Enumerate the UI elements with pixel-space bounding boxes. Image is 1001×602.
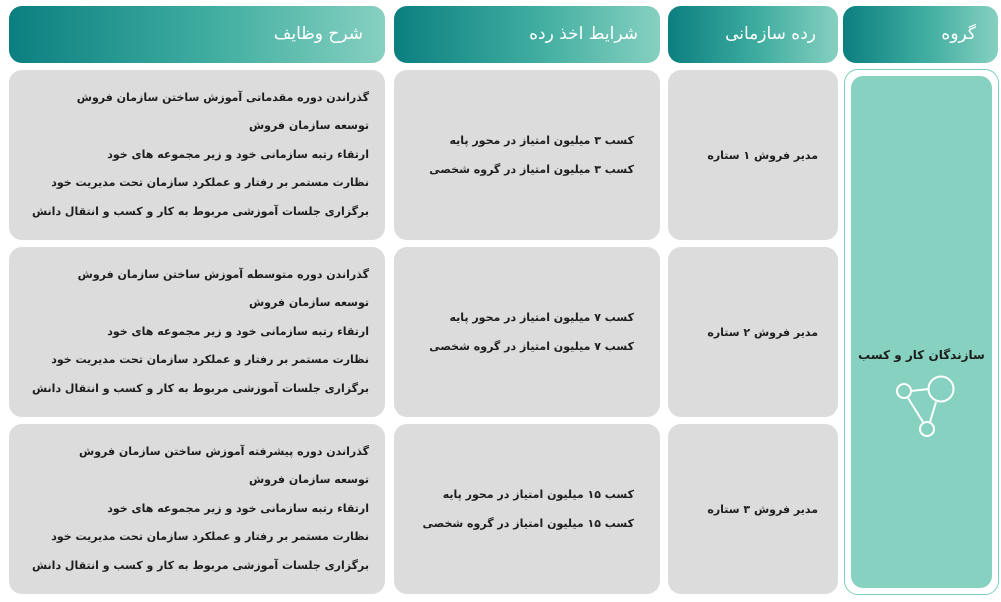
rank-label: مدیر فروش ۲ ستاره xyxy=(707,325,818,339)
rank-label: مدیر فروش ۱ ستاره xyxy=(707,148,818,162)
duty-line: توسعه سازمان فروش xyxy=(248,296,369,310)
condition-line: کسب ۱۵ میلیون امتیاز در گروه شخصی xyxy=(422,517,634,530)
duty-line: ارتقاء رتبه سازمانی خود و زیر مجموعه های خود xyxy=(107,324,369,338)
rank-cell-3 xyxy=(668,424,838,594)
condition-line: کسب ۳ میلیون امتیاز در محور پایه xyxy=(449,134,634,147)
condition-line: کسب ۷ میلیون امتیاز در محور پایه xyxy=(449,311,634,324)
duty-line: برگزاری جلسات آموزشی مربوط به کار و کسب و انتقال دانش xyxy=(32,558,369,572)
condition-line: کسب ۳ میلیون امتیاز در گروه شخصی xyxy=(429,163,634,176)
duty-line: گذراندن دوره مقدماتی آموزش ساختن سازمان فروش xyxy=(76,90,369,104)
rank-cell-2 xyxy=(668,247,838,417)
duty-line: برگزاری جلسات آموزشی مربوط به کار و کسب و انتقال دانش xyxy=(32,381,369,395)
duty-line: گذراندن دوره متوسطه آموزش ساختن سازمان فروش xyxy=(77,267,369,281)
conditions-cell-1 xyxy=(394,70,660,240)
duty-line: نظارت مستمر بر رفتار و عملکرد سازمان تحت مدیریت خود xyxy=(51,176,369,190)
conditions-cell-3 xyxy=(394,424,660,594)
duty-line: برگزاری جلسات آموزشی مربوط به کار و کسب و انتقال دانش xyxy=(32,204,369,218)
header-rank: رده سازمانی xyxy=(668,6,838,63)
duty-line: گذراندن دوره پیشرفته آموزش ساختن سازمان فروش xyxy=(79,444,369,458)
duty-line: توسعه سازمان فروش xyxy=(248,473,369,487)
header-group: گروه xyxy=(843,6,998,63)
duty-line: نظارت مستمر بر رفتار و عملکرد سازمان تحت مدیریت خود xyxy=(51,353,369,367)
rank-label: مدیر فروش ۳ ستاره xyxy=(707,502,818,516)
condition-line: کسب ۱۵ میلیون امتیاز در محور پایه xyxy=(442,488,634,501)
duties-cell-2 xyxy=(9,247,385,417)
network-nodes-icon xyxy=(892,373,958,443)
header-conditions: شرایط اخذ رده xyxy=(394,6,660,63)
header-duties: شرح وظایف xyxy=(9,6,385,63)
duties-cell-3 xyxy=(9,424,385,594)
duties-cell-1 xyxy=(9,70,385,240)
group-label: سازندگان کار و کسب xyxy=(858,348,985,362)
duty-line: توسعه سازمان فروش xyxy=(248,119,369,133)
conditions-cell-2 xyxy=(394,247,660,417)
group-panel-inner xyxy=(851,76,992,588)
duty-line: نظارت مستمر بر رفتار و عملکرد سازمان تحت مدیریت خود xyxy=(51,530,369,544)
group-panel xyxy=(844,69,999,595)
duty-line: ارتقاء رتبه سازمانی خود و زیر مجموعه های خود xyxy=(107,147,369,161)
duty-line: ارتقاء رتبه سازمانی خود و زیر مجموعه های خود xyxy=(107,501,369,515)
rank-cell-1 xyxy=(668,70,838,240)
condition-line: کسب ۷ میلیون امتیاز در گروه شخصی xyxy=(429,340,634,353)
